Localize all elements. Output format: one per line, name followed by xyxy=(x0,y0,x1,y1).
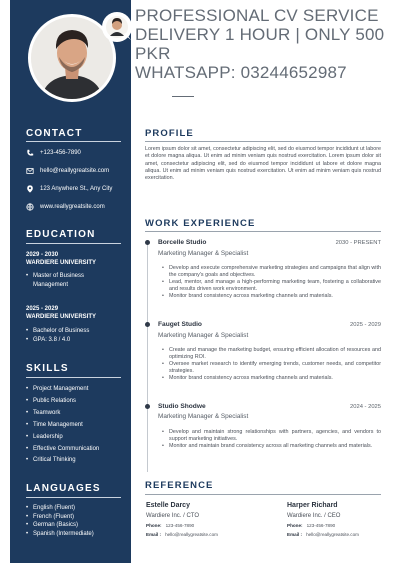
contact-email-text: hello@reallygreatsite.com xyxy=(40,168,110,174)
job-bullet: • Develop and execute comprehensive marketing strategies and campaigns that align with the company's goals and objectives. xyxy=(162,265,381,279)
language-item: • Spanish (Intermediate) xyxy=(26,530,94,539)
reference-phone xyxy=(287,523,335,528)
sidebar xyxy=(10,0,131,563)
reference-role: Wardiere Inc. / CEO xyxy=(287,513,341,519)
phone-icon xyxy=(26,149,34,157)
job-dates: 2030 - PRESENT xyxy=(335,240,381,246)
location-icon xyxy=(26,185,34,193)
reference-email xyxy=(146,532,218,537)
education-details xyxy=(26,327,89,345)
education-details xyxy=(26,272,106,290)
job-company: Fauget Studio xyxy=(158,321,202,328)
skills-list xyxy=(26,384,99,467)
reference-role: Wardiere Inc. / CTO xyxy=(146,513,200,519)
skill-item: • Effective Communication xyxy=(26,444,99,456)
headline-line: PROFESSIONAL CV SERVICE xyxy=(135,6,379,25)
work-experience-title: WORK EXPERIENCE xyxy=(145,218,256,229)
reference-email-value: hello@reallygreatsite.com xyxy=(165,532,218,537)
reference-email-value: hello@reallygreatsite.com xyxy=(306,532,359,537)
education-entry xyxy=(26,252,96,266)
languages-title: LANGUAGES xyxy=(26,483,101,494)
job-company: Studio Shodwe xyxy=(158,403,206,410)
job-role: Marketing Manager & Specialist xyxy=(158,413,249,420)
languages-divider xyxy=(26,497,121,498)
education-years: 2029 - 2030 xyxy=(26,252,59,258)
skill-item: • Leadership xyxy=(26,432,99,444)
skill-item: • Critical Thinking xyxy=(26,455,99,467)
timeline-dot xyxy=(145,322,150,327)
job-bullets xyxy=(162,429,381,450)
reference-name: Harper Richard xyxy=(287,502,338,509)
job-bullets xyxy=(162,265,381,300)
timeline-dot xyxy=(145,404,150,409)
reference-phone xyxy=(146,523,194,528)
job-role: Marketing Manager & Specialist xyxy=(158,250,249,257)
contact-phone xyxy=(26,149,81,157)
reference-email xyxy=(287,532,359,537)
reference-name: Estelle Darcy xyxy=(146,502,190,509)
skills-title: SKILLS xyxy=(26,363,69,374)
language-item: • German (Basics) xyxy=(26,521,94,530)
headline-line: DELIVERY 1 HOUR | ONLY 500 xyxy=(135,25,385,44)
contact-website xyxy=(26,203,105,211)
thumbnail-avatar-icon xyxy=(102,12,132,42)
job-bullet: • Monitor and maintain brand consistency across all marketing channels and materials. xyxy=(162,443,381,450)
job-dates: 2024 - 2025 xyxy=(350,404,381,410)
email-label: Email : xyxy=(146,532,162,537)
education-school: WARDIERE UNIVERSITY xyxy=(26,314,97,320)
education-divider xyxy=(26,243,121,244)
profile-title: PROFILE xyxy=(145,128,194,139)
timeline-line xyxy=(147,240,148,472)
phone-label: Phone: xyxy=(287,523,303,528)
reference-divider xyxy=(145,494,381,495)
phone-label: Phone: xyxy=(146,523,162,528)
education-years: 2025 - 2029 xyxy=(26,306,59,312)
job-dates: 2025 - 2029 xyxy=(350,322,381,328)
headline-line: WHATSAPP: 03244652987 xyxy=(135,63,347,82)
work-experience-divider xyxy=(145,231,381,232)
job-bullet: • Lead, mentor, and manage a high-performing marketing team, fostering a collaborative and results driven work environment. xyxy=(162,279,381,293)
contact-address xyxy=(26,185,112,193)
globe-icon xyxy=(26,203,34,211)
person-avatar-icon xyxy=(31,17,113,99)
job-bullets xyxy=(162,347,381,382)
contact-email xyxy=(26,167,109,175)
promo-headline xyxy=(135,6,400,82)
email-label: Email : xyxy=(287,532,303,537)
headline-line: PKR xyxy=(135,44,171,63)
reference-phone-value: 123-456-7890 xyxy=(165,523,195,528)
email-icon xyxy=(26,167,34,175)
contact-address-text: 123 Anywhere St., Any City xyxy=(40,186,113,192)
skill-item: • Public Relations xyxy=(26,396,99,408)
headline-underline xyxy=(172,96,194,97)
education-detail: • GPA: 3.8 / 4.0 xyxy=(26,336,89,345)
chat-bubble xyxy=(102,12,132,42)
reference-title: REFERENCE xyxy=(145,480,214,491)
reference-phone-value: 123-456-7890 xyxy=(306,523,336,528)
profile-text: Lorem ipsum dolor sit amet, consectetur adipiscing elit, sed do eiusmod tempor incididunt ut labore et dolore magna aliqua. Ut enim ad minim veniam quis nostrud exercitation. Lorem ipsum dolor sit amet, consectetur adipiscing elit, sed do eiusmod tempor incididunt ut labore et dolore magna aliqua. Ut enim ad minim veniam quis nostrud exercitation. Ut enim ad minim veniam quis nostrud exercitation. xyxy=(145,146,381,182)
language-item: • French (Fluent) xyxy=(26,513,94,522)
languages-list xyxy=(26,504,94,538)
language-item: • English (Fluent) xyxy=(26,504,94,513)
contact-phone-text: +123-456-7890 xyxy=(40,150,81,156)
job-bullet: • Develop and maintain strong relationships with partners, agencies, and vendors to support marketing initiatives. xyxy=(162,429,381,443)
profile-divider xyxy=(145,141,381,142)
contact-title: CONTACT xyxy=(26,128,83,139)
job-bullet: • Create and manage the marketing budget, ensuring efficient allocation of resources and optimizing ROI. xyxy=(162,347,381,361)
job-role: Marketing Manager & Specialist xyxy=(158,332,249,339)
skill-item: • Time Management xyxy=(26,420,99,432)
job-bullet: • Monitor brand consistency across marketing channels and materials. xyxy=(162,293,381,300)
timeline-dot xyxy=(145,240,150,245)
education-school: WARDIERE UNIVERSITY xyxy=(26,260,97,266)
education-detail: • Master of Business Management xyxy=(26,272,106,290)
job-bullet: • Monitor brand consistency across marketing channels and materials. xyxy=(162,375,381,382)
education-title: EDUCATION xyxy=(26,229,96,240)
contact-divider xyxy=(26,141,121,142)
skill-item: • Teamwork xyxy=(26,408,99,420)
skills-divider xyxy=(26,377,121,378)
education-entry xyxy=(26,306,96,320)
job-bullet: • Oversee market research to identify emerging trends, customer needs, and competitor strategies. xyxy=(162,361,381,375)
education-detail: • Bachelor of Business xyxy=(26,327,89,336)
contact-website-text: www.reallygreatsite.com xyxy=(40,204,105,210)
job-company: Borcelle Studio xyxy=(158,239,207,246)
skill-item: • Project Management xyxy=(26,384,99,396)
